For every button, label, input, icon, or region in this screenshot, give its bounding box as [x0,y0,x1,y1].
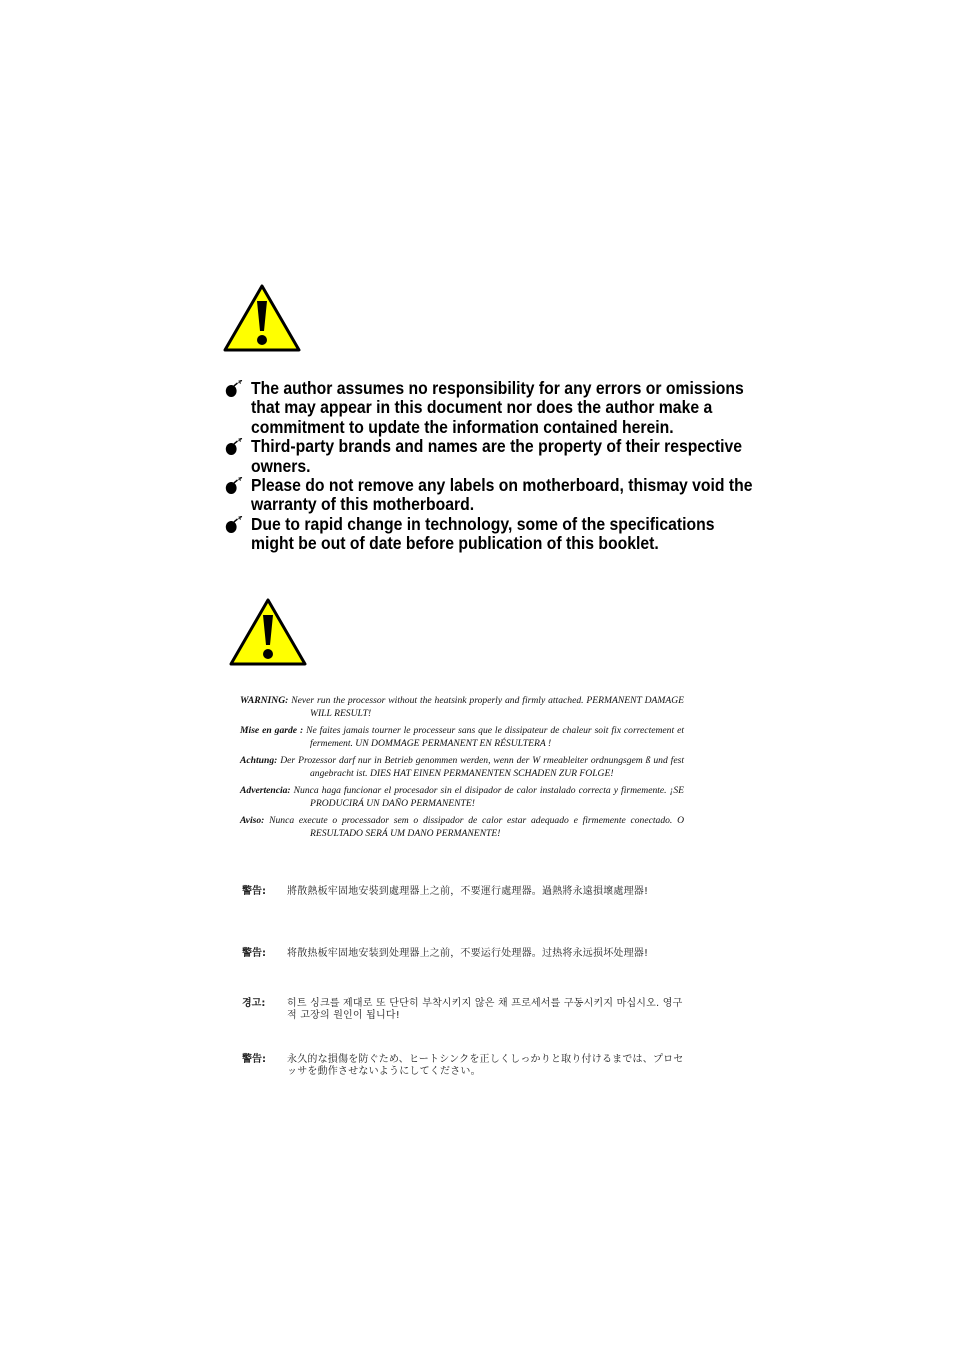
warning-label: 警告: [242,1054,266,1065]
notice-item [224,437,755,476]
warning-label: Mise en garde : [240,725,304,736]
warning-german [240,754,684,780]
warning-label: Advertencia: [240,785,291,796]
warning-label: Achtung: [240,755,278,766]
warning-french [240,724,684,750]
warning-text: 히트 싱크를 제대로 또 단단히 부착시키지 않은 채 프로세서를 구동시키지 마십시오. 영구적 고장의 원인이 됩니다! [287,998,683,1021]
warning-triangle-icon [222,283,302,353]
warning-japanese [242,1054,692,1078]
notice-text: Due to rapid change in technology, some of the specifications might be out of date before publication of this booklet. [251,513,715,554]
warning-english [240,694,684,720]
warning-text: Nunca execute o processador sem o dissipador de calor estar adequado e firmemente conectado. O RESULTADO SERÁ UM DANO PERMANENTE! [269,815,684,839]
warning-traditional-chinese [242,886,692,898]
warning-portuguese [240,814,684,840]
warning-label: 경고: [242,998,266,1009]
notice-item [224,476,755,515]
bomb-icon [224,380,244,398]
warning-triangle-icon [228,597,308,667]
warning-simplified-chinese [242,948,692,960]
bomb-icon [224,516,244,534]
warning-text: Der Prozessor darf nur in Betrieb genommen werden, wenn der W rmeableiter ordnungsgem ß und fest angebracht ist. DIES HAT EINEN PERMANENTEN SCHADEN ZUR FOLGE! [280,755,684,779]
warning-spanish [240,784,684,810]
warning-text: 永久的な損傷を防ぐため、ヒートシンクを正しくしっかりと取り付けるまでは、プロセッサを動作させないようにしてください。 [287,1054,684,1077]
notice-item [224,379,755,437]
warning-label: Aviso: [240,815,265,826]
notice-item [224,515,755,554]
bomb-icon [224,438,244,456]
warning-text: Never run the processor without the heatsink properly and firmly attached. PERMANENT DAMAGE WILL RESULT! [291,695,684,719]
warning-text: Nunca haga funcionar el procesador sin el disipador de calor instalado correcta y firmemente. ¡SE PRODUCIRÁ UN DAÑO PERMANENTE! [293,785,684,809]
notice-text: Please do not remove any labels on motherboard, thismay void the warranty of this motherboard. [251,475,753,515]
notice-list [224,378,753,554]
warning-label: 警告: [242,948,266,959]
notice-text: The author assumes no responsibility for any errors or omissions that may appear in this document nor does the author make a commitment to update the information contained herein. [251,378,744,437]
bomb-icon [224,477,244,495]
notice-text: Third-party brands and names are the property of their respective owners. [251,436,743,476]
warning-label: WARNING: [240,695,289,706]
warning-text: 將散熱板牢固地安裝到處理器上之前，不要運行處理器。過熱將永遠損壞處理器! [287,886,649,897]
multilingual-warnings [240,694,684,844]
warning-text: 将散热板牢固地安装到处理器上之前，不要运行处理器。过热将永远损坏处理器! [287,948,649,959]
warning-text: Ne faites jamais tourner le processeur sans que le dissipateur de chaleur soit fix correctement et fermement. UN DOMMAGE PERMANENT EN RÉSULTERA ! [306,725,684,749]
warning-label: 警告: [242,886,266,897]
warning-korean [242,998,692,1022]
